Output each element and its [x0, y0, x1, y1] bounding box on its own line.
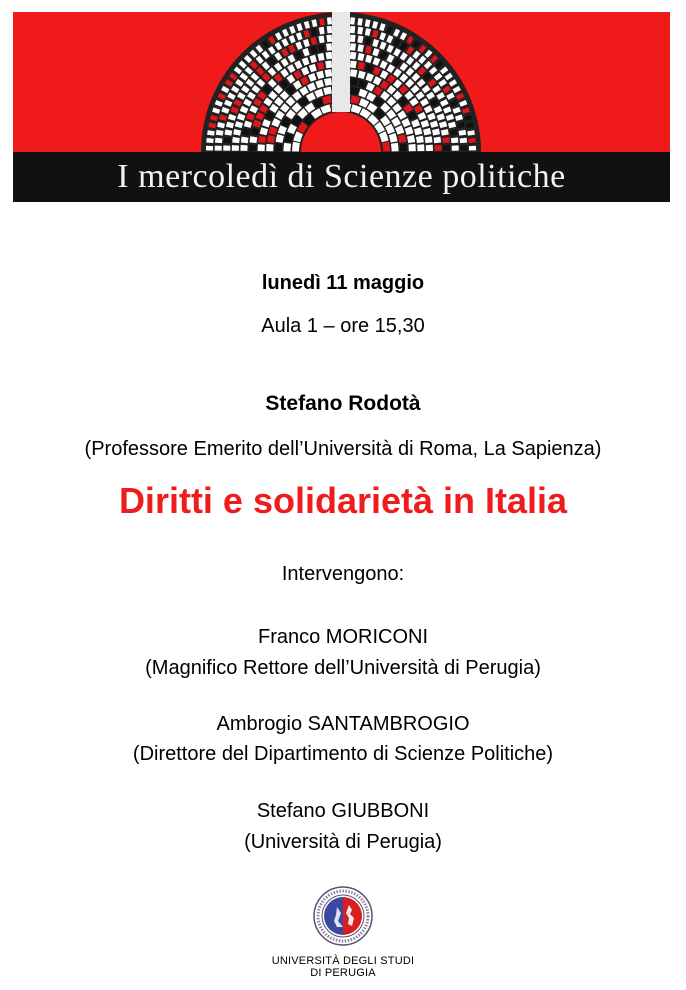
header-banner — [13, 12, 670, 202]
hemicycle-seat — [206, 146, 213, 151]
hemicycle-seat — [382, 142, 390, 152]
hemicycle-seat — [417, 144, 424, 151]
hemicycle-seat — [451, 137, 459, 143]
hemicycle-seat — [426, 145, 433, 151]
participant-role: (Università di Perugia) — [244, 831, 442, 853]
hemicycle-seat — [215, 146, 222, 151]
speaker-affiliation: (Professore Emerito dell’Università di Roma, La Sapienza) — [84, 438, 602, 460]
hemicycle-seat — [350, 43, 356, 51]
hemicycle-seat — [468, 138, 475, 143]
hemicycle-seat — [275, 143, 283, 151]
hemicycle-seat — [241, 137, 249, 144]
hemicycle-seat — [434, 145, 441, 151]
event-date: lunedì 11 maggio — [261, 272, 425, 294]
hemicycle-seat — [452, 145, 459, 150]
participant-name: Franco MORICONI — [257, 626, 429, 648]
hemicycle-seat — [223, 145, 230, 150]
hemicycle-seat — [206, 138, 213, 143]
hemicycle-seat — [232, 137, 240, 143]
participant-role: (Magnifico Rettore dell’Università di Perugia) — [145, 657, 541, 679]
hemicycle-seat — [442, 137, 450, 143]
hemicycle-seat — [408, 144, 415, 151]
hemicycle-seat — [469, 146, 476, 151]
hemicycle-seat — [460, 138, 467, 143]
talk-title: Diritti e solidarietà in Italia — [118, 480, 568, 521]
university-name-line2: DI PERUGIA — [310, 967, 376, 979]
speaker-name: Stefano Rodotà — [265, 392, 421, 415]
hemicycle-seat — [224, 137, 232, 143]
hemicycle-seat — [327, 17, 332, 24]
hemicycle-seat — [460, 146, 467, 151]
hemicycle-seat — [326, 35, 332, 43]
hemicycle-seat — [232, 145, 239, 151]
hemicycle-aisle — [332, 12, 350, 112]
hemicycle-seat — [327, 26, 332, 33]
university-name-line1: UNIVERSITÀ DEGLI STUDI — [271, 955, 415, 967]
hemicycle-seat — [350, 17, 355, 24]
participant-name: Ambrogio SANTAMBROGIO — [216, 713, 470, 735]
hemicycle-seat — [425, 136, 433, 143]
hemicycle-seat — [266, 144, 273, 151]
hemicycle-seat — [350, 26, 355, 33]
hemicycle-seat — [434, 137, 442, 144]
hemicycle-seat — [250, 136, 258, 143]
participants-heading: Intervengono: — [281, 563, 405, 585]
hemicycle-seat — [240, 145, 247, 151]
hemicycle-seat — [350, 35, 356, 43]
hemicycle-seat — [249, 145, 256, 151]
hemicycle-seat — [258, 144, 265, 151]
hemicycle-seat — [326, 43, 332, 51]
participant-name: Stefano GIUBBONI — [256, 800, 430, 822]
hemicycle-seat — [443, 145, 450, 151]
hemicycle-seat — [350, 61, 357, 69]
hemicycle-seat — [292, 142, 300, 152]
hemicycle-seat — [325, 61, 332, 69]
hemicycle-seat — [391, 143, 399, 152]
hemicycle-seat — [350, 52, 357, 60]
university-seal-logo — [313, 885, 373, 947]
hemicycle-seat — [400, 143, 408, 151]
event-place-time: Aula 1 – ore 15,30 — [261, 315, 425, 337]
participant-role: (Direttore del Dipartimento di Scienze Politiche) — [132, 743, 554, 765]
parliament-hemicycle-illustration — [163, 12, 520, 152]
hemicycle-seat — [283, 143, 291, 152]
series-title: I mercoledì di Scienze politiche — [117, 158, 566, 195]
hemicycle-seat — [326, 52, 333, 60]
university-name — [0, 955, 686, 979]
hemicycle-seat — [215, 138, 222, 143]
